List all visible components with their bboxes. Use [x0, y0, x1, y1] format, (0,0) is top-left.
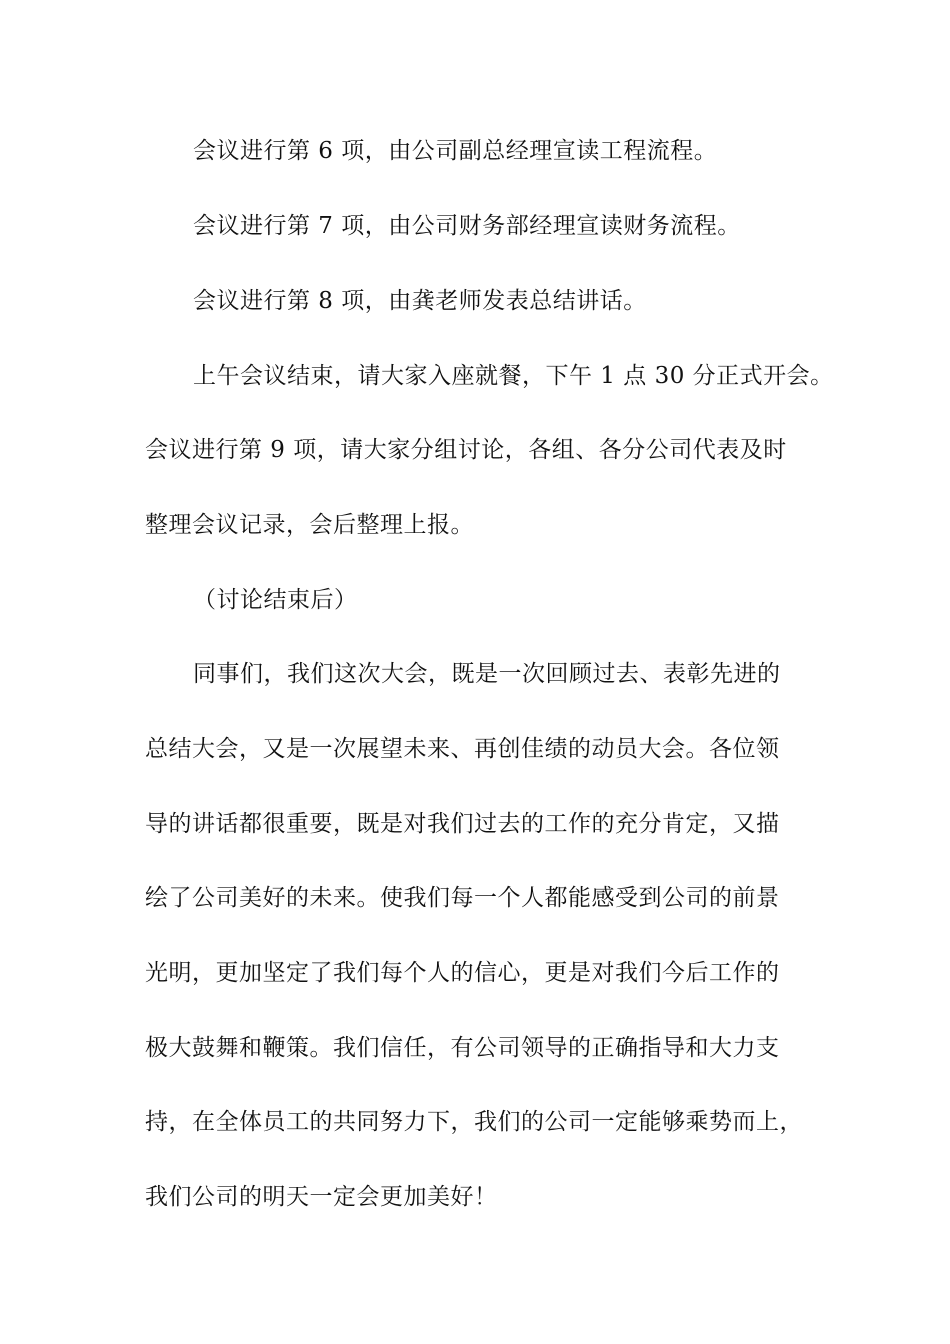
text-line: 会议进行第 8 项，由龚老师发表总结讲话。	[193, 288, 647, 314]
text-line: 导的讲话都很重要，既是对我们过去的工作的充分肯定，又描	[145, 811, 780, 837]
text-line: 光明，更加坚定了我们每个人的信心，更是对我们今后工作的	[145, 960, 780, 986]
text-line: 极大鼓舞和鞭策。我们信任，有公司领导的正确指导和大力支	[145, 1035, 780, 1061]
text-line: 整理会议记录，会后整理上报。	[145, 512, 474, 538]
text-line: （讨论结束后）	[193, 587, 358, 613]
text-line: 绘了公司美好的未来。使我们每一个人都能感受到公司的前景	[145, 885, 780, 911]
text-line: 上午会议结束，请大家入座就餐，下午 1 点 30 分正式开会。	[193, 363, 834, 389]
text-line: 会议进行第 7 项，由公司财务部经理宣读财务流程。	[193, 213, 741, 239]
text-line: 我们公司的明天一定会更加美好！	[145, 1184, 498, 1210]
text-line: 总结大会，又是一次展望未来、再创佳绩的动员大会。各位领	[145, 736, 780, 762]
text-line: 会议进行第 9 项，请大家分组讨论，各组、各分公司代表及时	[145, 437, 787, 463]
text-line: 同事们，我们这次大会，既是一次回顾过去、表彰先进的	[193, 661, 781, 687]
text-line: 会议进行第 6 项，由公司副总经理宣读工程流程。	[193, 138, 718, 164]
text-line: 持，在全体员工的共同努力下，我们的公司一定能够乘势而上，	[145, 1109, 803, 1135]
